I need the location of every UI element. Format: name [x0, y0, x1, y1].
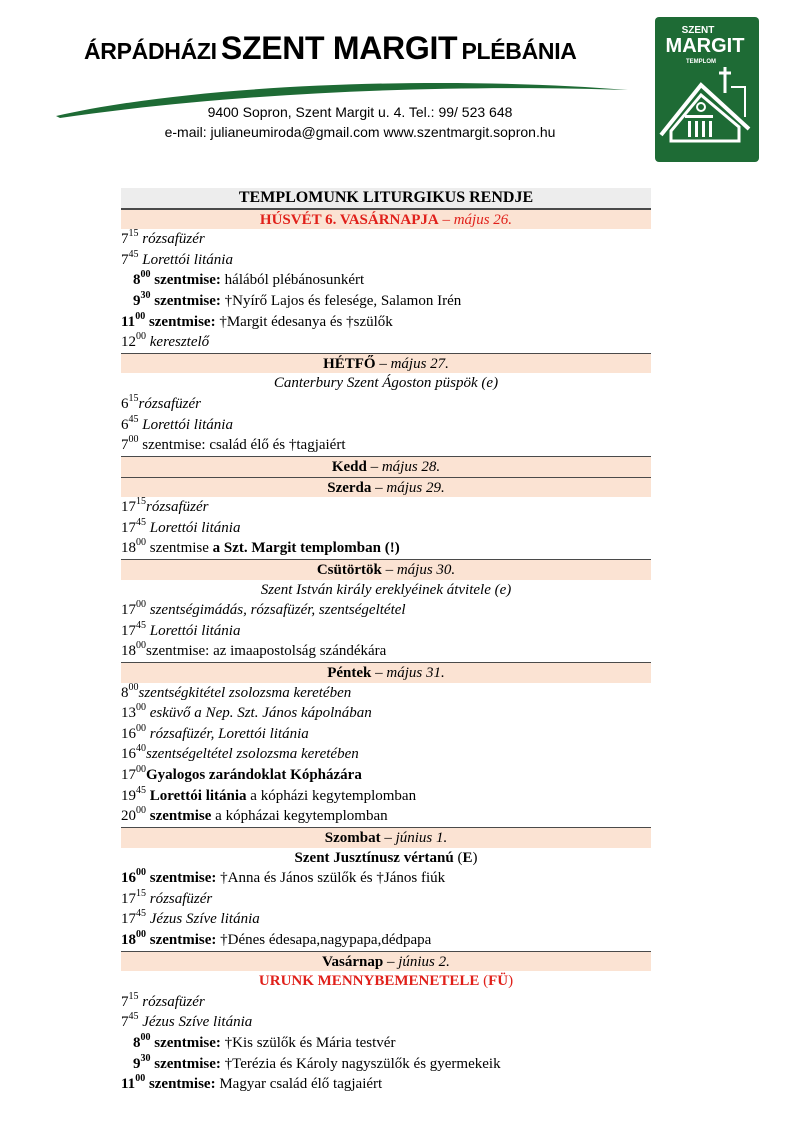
day-header [121, 827, 651, 848]
logo-text-2: MARGIT [665, 35, 745, 57]
list-item: $6^{15}rózsafüzér$ [121, 393, 202, 413]
day-name: HÚSVÉT 6. VASÁRNAPJA [259, 211, 439, 228]
list-item: $17^{15}rózsafüzér$ [121, 496, 209, 516]
day-date: – május 30. [385, 561, 456, 578]
list-item: $17^{00}$ szentségimádás, rózsafüzér, szentségeltétel [121, 599, 406, 619]
day-date: – június 1. [384, 829, 448, 846]
list-item: $17^{45}$ Lorettói litánia [121, 619, 241, 639]
day-header [121, 209, 651, 230]
day-name: Szerda [327, 479, 372, 496]
logo-text-3: TEMPLOM [686, 59, 716, 65]
list-item: $9^{30}$ szentmise: †Terézia és Károly nagyszülők és gyermekeik [133, 1052, 501, 1072]
day-header [121, 456, 651, 477]
list-item: $17^{15}$ rózsafüzér [121, 887, 213, 907]
list-item: $16^{40}szentségeltétel$ zsolozsma keretében [121, 743, 359, 763]
church-outline-icon [655, 17, 759, 162]
day-name: HÉTFŐ [323, 355, 376, 372]
day-name: Csütörtök [316, 561, 382, 578]
day-header [121, 559, 651, 580]
parish-title [84, 30, 577, 67]
title-main: SZENT MARGIT [220, 30, 458, 66]
logo-text-1: SZENT [681, 25, 715, 36]
list-item: $11^{00}$ szentmise: †Margit édesanya és †szülők [121, 310, 393, 330]
saint-of-day: Canterbury Szent Ágoston püspök (e) [273, 375, 499, 392]
address-line: 9400 Sopron, Szent Margit u. 4. Tel.: 99/ 523 648 [207, 104, 513, 120]
list-item: $16^{00}$ rózsafüzér, Lorettói litánia [121, 722, 309, 742]
list-item: $17^{45}$ Lorettói litánia [121, 516, 241, 536]
saint-of-day: Szent István király ereklyéinek átvitele (e) [260, 581, 512, 598]
list-item: $18^{00}szentmise$: az imaapostolság szándékára [121, 640, 387, 660]
day-date: – május 27. [379, 355, 449, 372]
list-item: $7^{45}$ Jézus Szíve litánia [121, 1011, 253, 1031]
day-date: – június 2. [386, 953, 450, 970]
saint-of-day: Szent Jusztínusz vértanú (E) [294, 849, 478, 866]
list-item: $17^{00}Gyalogos$ zarándoklat Kópházára [121, 764, 362, 784]
day-name: Kedd [331, 458, 367, 475]
day-name: Péntek [327, 665, 372, 682]
list-item: $7^{00}$ szentmise: család élő és †tagjaiért [121, 434, 346, 454]
list-item: $9^{30}$ szentmise: †Nyírő Lajos és felesége, Salamon Irén [133, 290, 462, 310]
list-item: $17^{45}$ Jézus Szíve litánia [121, 908, 260, 928]
list-item: $18^{00}$ szentmise: †Dénes édesapa,nagypapa,dédpapa [121, 928, 432, 948]
title-suffix: PLÉBÁNIA [461, 38, 577, 64]
list-item: $12^{00}$ keresztelő [121, 331, 210, 351]
schedule-title: TEMPLOMUNK LITURGIKUS RENDJE [121, 188, 651, 209]
list-item: $19^{45}$ Lorettói litánia a kópházi kegytemplomban [121, 784, 417, 804]
list-item: $8^{00}szentségkitétel$ zsolozsma keretében [121, 681, 352, 701]
contact-line: e-mail: julianeumiroda@gmail.com www.szentmargit.sopron.hu [164, 124, 556, 140]
list-item: $16^{00}$ szentmise: †Anna és János szülők és †János fiúk [121, 867, 446, 887]
day-header [121, 353, 651, 374]
day-header [121, 662, 651, 683]
day-date: – május 31. [375, 665, 445, 682]
list-item: $7^{15}$ rózsafüzér [121, 228, 205, 248]
list-item: $7^{45}$ Lorettói litánia [121, 248, 233, 268]
feast-of-day: URUNK MENNYBEMENETELE (FÜ) [258, 973, 514, 990]
list-item: $20^{00}$ szentmise a kópházai kegytemplomban [121, 805, 388, 825]
list-item: $7^{15}$ rózsafüzér [121, 990, 205, 1010]
day-header [121, 951, 651, 972]
church-logo [655, 17, 759, 162]
list-item: $6^{45}$ Lorettói litánia [121, 413, 233, 433]
list-item: $18^{00}$ szentmise a Szt. Margit templomban (!) [121, 537, 400, 557]
list-item: $8^{00}$ szentmise: †Kis szülők és Mária testvér [133, 1031, 396, 1051]
list-item: $11^{00}$ szentmise: Magyar család élő tagjaiért [121, 1073, 383, 1093]
title-prefix: ÁRPÁDHÁZI [84, 38, 217, 64]
day-name: Vasárnap [322, 953, 384, 970]
liturgical-schedule [121, 188, 651, 1095]
list-item: $8^{00}$ szentmise: hálából plébánosunkért [133, 269, 365, 289]
day-name: Szombat [324, 829, 381, 846]
day-header [121, 477, 651, 498]
day-date: – május 28. [370, 458, 441, 475]
day-date: – május 29. [375, 479, 445, 496]
day-date: – május 26. [442, 211, 513, 228]
list-item: $13^{00}$ esküvő a Nep. Szt. János kápolnában [121, 702, 372, 722]
